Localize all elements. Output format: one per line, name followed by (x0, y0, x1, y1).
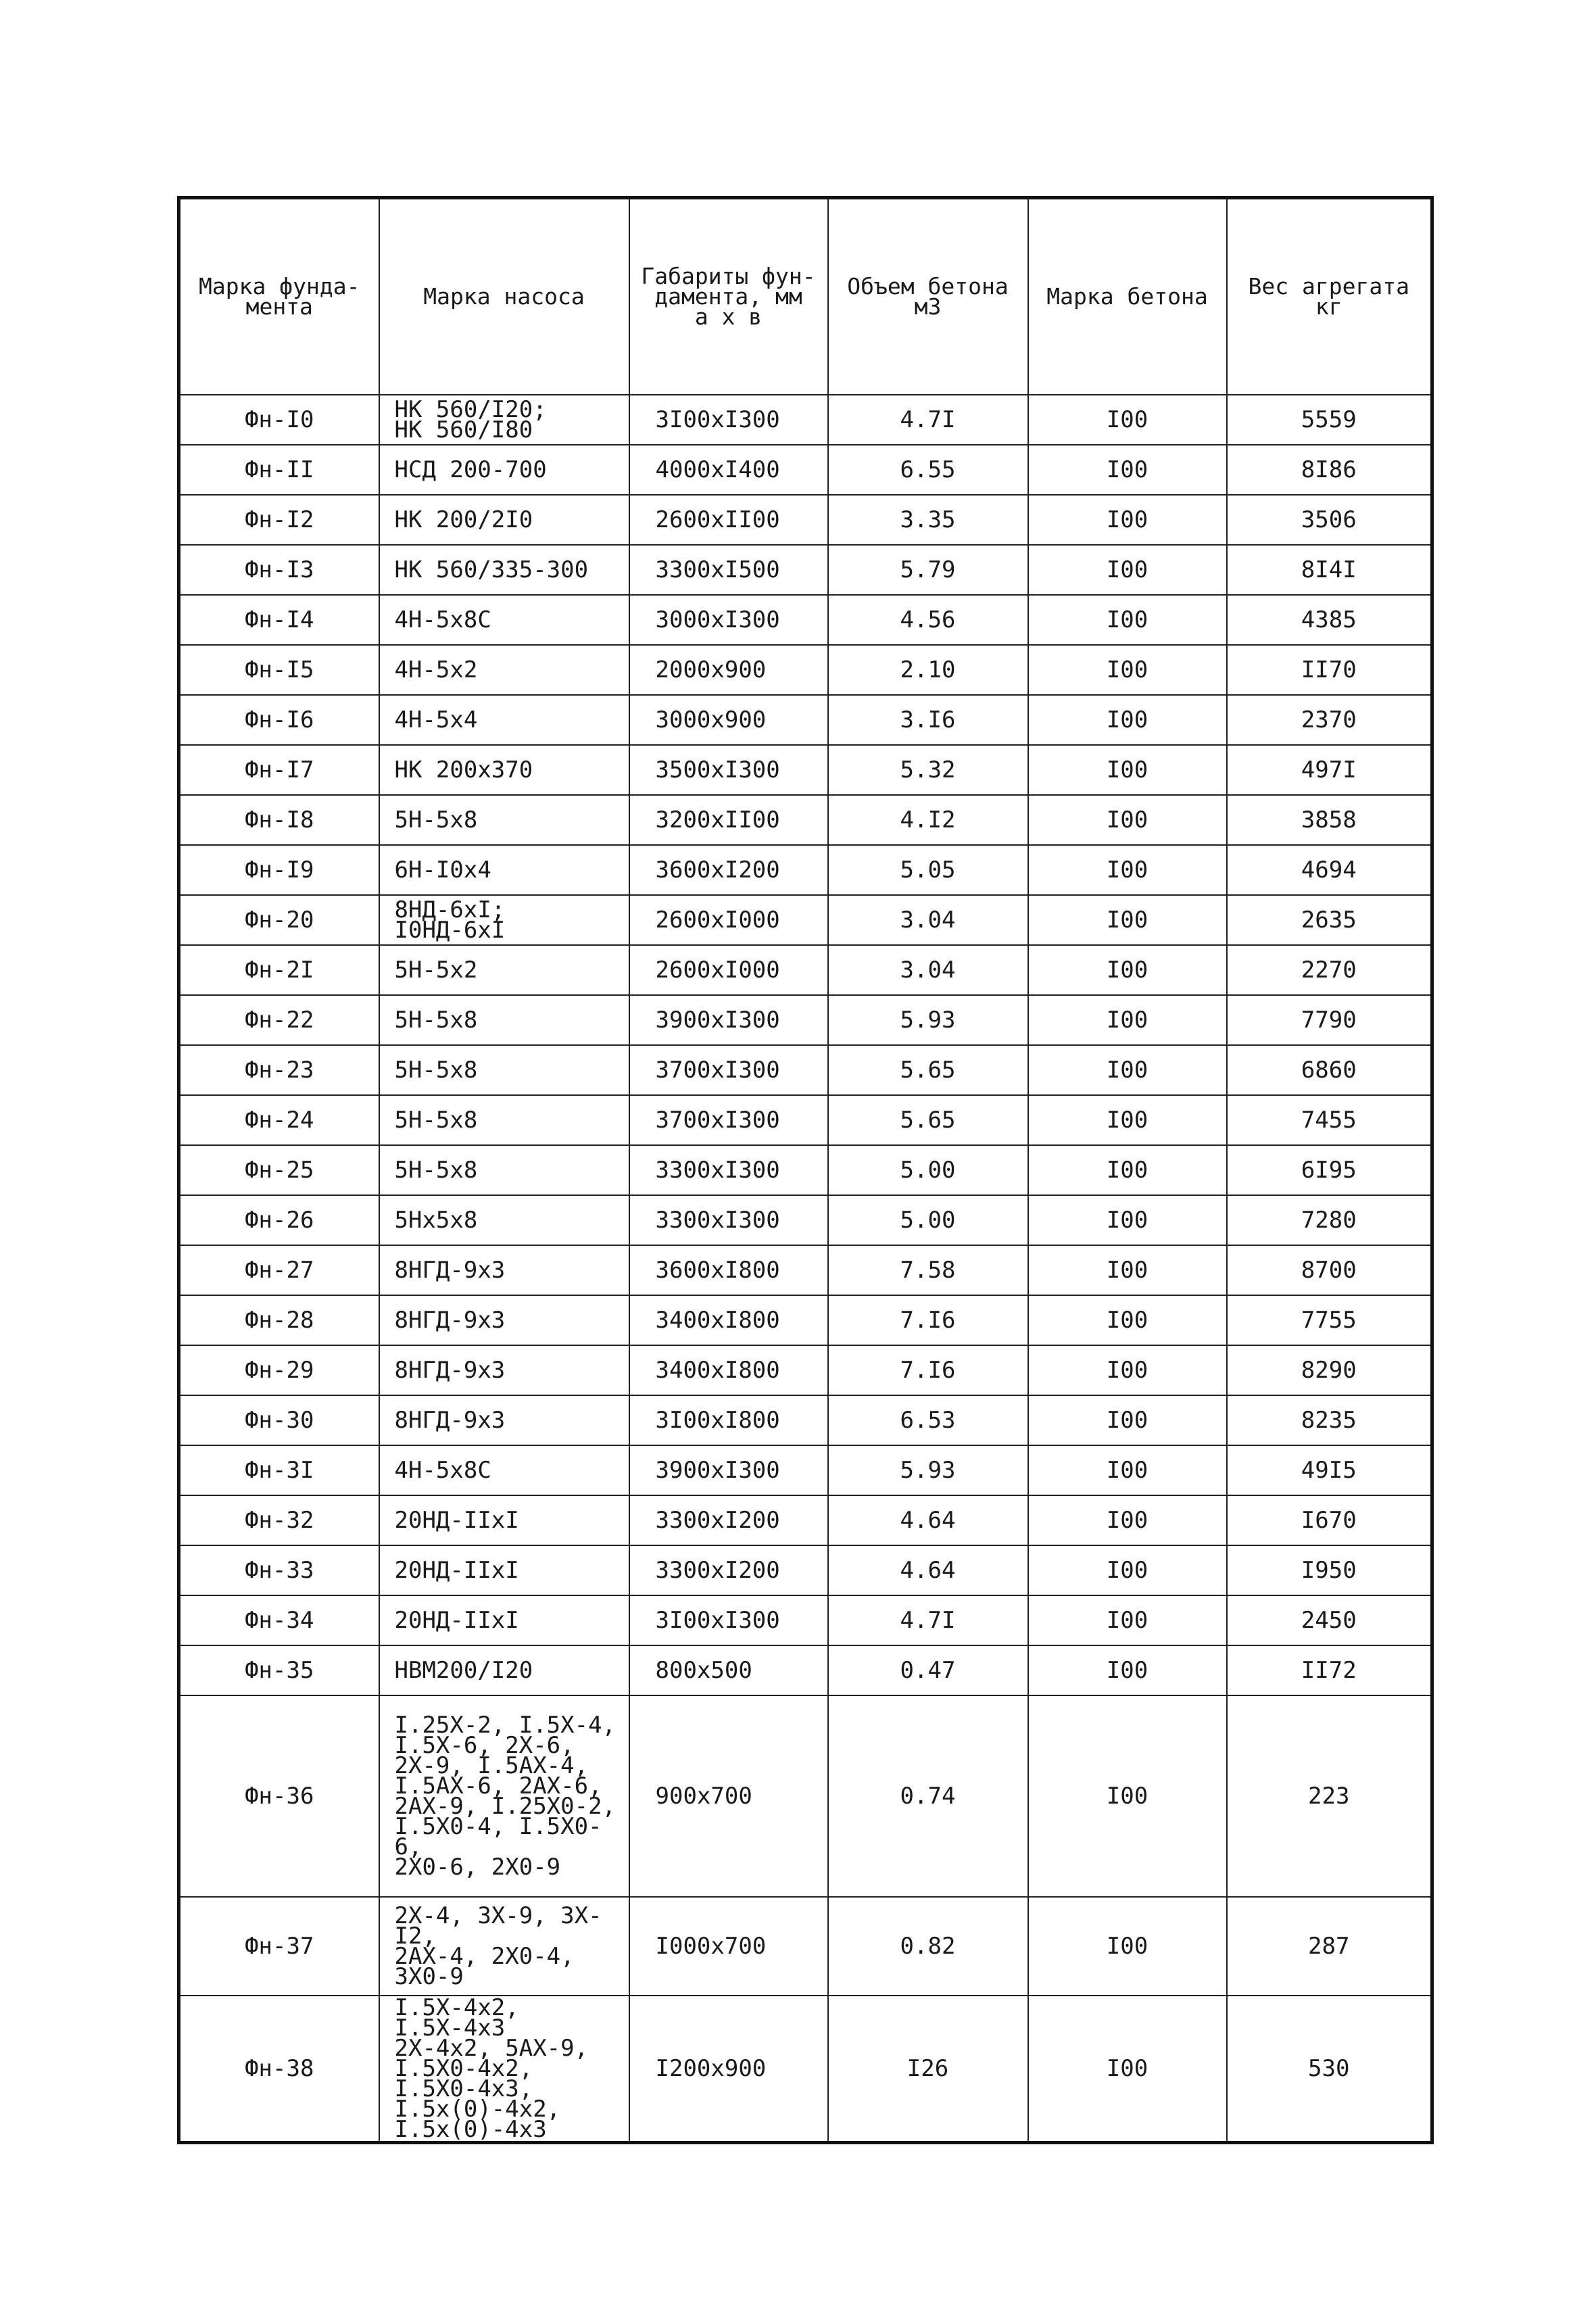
cell-concrete-grade: I00 (1028, 745, 1227, 795)
cell-concrete-volume: 5.93 (828, 1445, 1028, 1495)
cell-pump-mark: НСД 200-700 (379, 445, 629, 495)
cell-concrete-volume: 5.32 (828, 745, 1028, 795)
cell-concrete-grade: I00 (1028, 1245, 1227, 1295)
document-sheet (177, 196, 1430, 2144)
cell-dimensions: 2600xII00 (629, 495, 828, 545)
cell-concrete-grade: I00 (1028, 1897, 1227, 1996)
cell-unit-weight: 2635 (1227, 895, 1432, 945)
cell-foundation-mark: Фн-I0 (179, 395, 379, 445)
header-unit-weight: Вес агрегата кг (1227, 198, 1432, 395)
cell-concrete-grade: I00 (1028, 1495, 1227, 1545)
cell-unit-weight: 8I86 (1227, 445, 1432, 495)
cell-foundation-mark: Фн-I2 (179, 495, 379, 545)
cell-unit-weight: 5559 (1227, 395, 1432, 445)
cell-concrete-grade: I00 (1028, 445, 1227, 495)
cell-pump-mark: I.25Х-2, I.5Х-4, I.5Х-6, 2Х-6, 2Х-9, I.5АХ-4, I.5АХ-6, 2АХ-6, 2АХ-9, I.25Х0-2, I.5Х0-4, I.5Х0-6, 2Х0-6, 2Х0-9 (379, 1695, 629, 1897)
cell-unit-weight: 8I4I (1227, 545, 1432, 595)
cell-pump-mark: НК 560/I20; НК 560/I80 (379, 395, 629, 445)
cell-concrete-volume: 5.00 (828, 1145, 1028, 1195)
cell-unit-weight: 6860 (1227, 1045, 1432, 1095)
cell-dimensions: 3000x900 (629, 695, 828, 745)
cell-unit-weight: 497I (1227, 745, 1432, 795)
cell-foundation-mark: Фн-20 (179, 895, 379, 945)
cell-concrete-grade: I00 (1028, 895, 1227, 945)
table-row (179, 1195, 1432, 1245)
table-body (179, 395, 1432, 2143)
cell-foundation-mark: Фн-I4 (179, 595, 379, 645)
cell-pump-mark: 8НД-6хI; I0НД-6хI (379, 895, 629, 945)
table-row (179, 1295, 1432, 1345)
cell-pump-mark: 4Н-5х4 (379, 695, 629, 745)
cell-concrete-grade: I00 (1028, 1145, 1227, 1195)
cell-dimensions: 3I00xI800 (629, 1395, 828, 1445)
cell-concrete-volume: 2.10 (828, 645, 1028, 695)
foundation-table (177, 196, 1434, 2144)
cell-dimensions: 3300xI300 (629, 1145, 828, 1195)
cell-foundation-mark: Фн-30 (179, 1395, 379, 1445)
cell-foundation-mark: Фн-I6 (179, 695, 379, 745)
table-row (179, 395, 1432, 445)
cell-dimensions: 3600xI800 (629, 1245, 828, 1295)
header-concrete-grade: Марка бетона (1028, 198, 1227, 395)
cell-pump-mark: 8НГД-9х3 (379, 1295, 629, 1345)
cell-dimensions: 3300xI200 (629, 1545, 828, 1595)
cell-dimensions: 800x500 (629, 1645, 828, 1695)
cell-foundation-mark: Фн-29 (179, 1345, 379, 1395)
cell-unit-weight: 7755 (1227, 1295, 1432, 1345)
cell-concrete-volume: 4.64 (828, 1495, 1028, 1545)
cell-unit-weight: 2270 (1227, 945, 1432, 995)
cell-concrete-grade: I00 (1028, 795, 1227, 845)
cell-unit-weight: 223 (1227, 1695, 1432, 1897)
table-row (179, 495, 1432, 545)
cell-concrete-volume: 6.53 (828, 1395, 1028, 1445)
cell-foundation-mark: Фн-33 (179, 1545, 379, 1595)
cell-unit-weight: 4385 (1227, 595, 1432, 645)
cell-pump-mark: 5Н-5х2 (379, 945, 629, 995)
table-row (179, 595, 1432, 645)
cell-concrete-volume: 4.7I (828, 395, 1028, 445)
cell-foundation-mark: Фн-II (179, 445, 379, 495)
cell-foundation-mark: Фн-26 (179, 1195, 379, 1245)
cell-concrete-grade: I00 (1028, 1545, 1227, 1595)
header-pump-mark: Марка насоса (379, 198, 629, 395)
cell-dimensions: 3900xI300 (629, 995, 828, 1045)
cell-pump-mark: 5Н-5х8 (379, 1145, 629, 1195)
cell-foundation-mark: Фн-24 (179, 1095, 379, 1145)
cell-concrete-grade: I00 (1028, 545, 1227, 595)
cell-dimensions: 3300xI200 (629, 1495, 828, 1545)
table-row (179, 1345, 1432, 1395)
cell-pump-mark: НК 200/2I0 (379, 495, 629, 545)
cell-concrete-volume: 5.65 (828, 1045, 1028, 1095)
table-row (179, 895, 1432, 945)
cell-dimensions: 3400xI800 (629, 1345, 828, 1395)
table-row (179, 545, 1432, 595)
cell-pump-mark: 20НД-IIхI (379, 1495, 629, 1545)
cell-concrete-volume: 5.00 (828, 1195, 1028, 1245)
table-row (179, 1495, 1432, 1545)
cell-unit-weight: 3858 (1227, 795, 1432, 845)
cell-dimensions: 2600xI000 (629, 895, 828, 945)
cell-pump-mark: 2Х-4, 3Х-9, 3Х-I2, 2АХ-4, 2Х0-4, 3Х0-9 (379, 1897, 629, 1996)
cell-concrete-grade: I00 (1028, 1645, 1227, 1695)
table-row (179, 1095, 1432, 1145)
cell-concrete-volume: 5.93 (828, 995, 1028, 1045)
cell-concrete-grade: I00 (1028, 1045, 1227, 1095)
cell-dimensions: 3600xI200 (629, 845, 828, 895)
cell-unit-weight: 7455 (1227, 1095, 1432, 1145)
cell-pump-mark: 4Н-5х8С (379, 1445, 629, 1495)
cell-pump-mark: НК 560/335-300 (379, 545, 629, 595)
cell-dimensions: 3200xII00 (629, 795, 828, 845)
cell-foundation-mark: Фн-I7 (179, 745, 379, 795)
cell-concrete-grade: I00 (1028, 945, 1227, 995)
cell-concrete-grade: I00 (1028, 1445, 1227, 1495)
cell-dimensions: 3700xI300 (629, 1045, 828, 1095)
cell-dimensions: 4000xI400 (629, 445, 828, 495)
cell-dimensions: I200x900 (629, 1996, 828, 2143)
cell-pump-mark: 5Н-5х8 (379, 1095, 629, 1145)
cell-concrete-grade: I00 (1028, 995, 1227, 1045)
cell-foundation-mark: Фн-34 (179, 1595, 379, 1645)
cell-concrete-grade: I00 (1028, 1695, 1227, 1897)
cell-pump-mark: 8НГД-9х3 (379, 1245, 629, 1295)
cell-dimensions: 900x700 (629, 1695, 828, 1897)
cell-concrete-volume: 4.I2 (828, 795, 1028, 845)
cell-concrete-volume: 5.05 (828, 845, 1028, 895)
table-row (179, 1245, 1432, 1295)
cell-concrete-volume: 7.I6 (828, 1345, 1028, 1395)
cell-unit-weight: 8235 (1227, 1395, 1432, 1445)
cell-foundation-mark: Фн-23 (179, 1045, 379, 1095)
cell-unit-weight: 8700 (1227, 1245, 1432, 1295)
cell-dimensions: 2600xI000 (629, 945, 828, 995)
cell-dimensions: 3I00xI300 (629, 395, 828, 445)
cell-concrete-volume: 0.74 (828, 1695, 1028, 1897)
cell-dimensions: 3400xI800 (629, 1295, 828, 1345)
cell-foundation-mark: Фн-28 (179, 1295, 379, 1345)
cell-concrete-volume: 0.47 (828, 1645, 1028, 1695)
cell-unit-weight: 8290 (1227, 1345, 1432, 1395)
cell-foundation-mark: Фн-I5 (179, 645, 379, 695)
table-row (179, 795, 1432, 845)
cell-foundation-mark: Фн-2I (179, 945, 379, 995)
table-row (179, 645, 1432, 695)
cell-concrete-grade: I00 (1028, 695, 1227, 745)
table-row (179, 1595, 1432, 1645)
cell-foundation-mark: Фн-3I (179, 1445, 379, 1495)
cell-pump-mark: 5Н-5х8 (379, 1045, 629, 1095)
cell-unit-weight: 287 (1227, 1897, 1432, 1996)
table-row (179, 1395, 1432, 1445)
cell-concrete-volume: 3.I6 (828, 695, 1028, 745)
header-dimensions: Габариты фун- дамента, мм а х в (629, 198, 828, 395)
cell-concrete-volume: 3.04 (828, 895, 1028, 945)
table-row (179, 1996, 1432, 2143)
cell-concrete-volume: I26 (828, 1996, 1028, 2143)
cell-dimensions: 3300xI300 (629, 1195, 828, 1245)
cell-unit-weight: 7280 (1227, 1195, 1432, 1245)
cell-unit-weight: 2370 (1227, 695, 1432, 745)
table-row (179, 1645, 1432, 1695)
cell-unit-weight: 2450 (1227, 1595, 1432, 1645)
cell-foundation-mark: Фн-I9 (179, 845, 379, 895)
table-row (179, 1695, 1432, 1897)
cell-dimensions: 3900xI300 (629, 1445, 828, 1495)
cell-concrete-grade: I00 (1028, 495, 1227, 545)
cell-unit-weight: II72 (1227, 1645, 1432, 1695)
cell-dimensions: 3I00xI300 (629, 1595, 828, 1645)
cell-foundation-mark: Фн-27 (179, 1245, 379, 1295)
cell-pump-mark: НК 200х370 (379, 745, 629, 795)
cell-dimensions: I000x700 (629, 1897, 828, 1996)
cell-concrete-volume: 0.82 (828, 1897, 1028, 1996)
cell-concrete-grade: I00 (1028, 845, 1227, 895)
cell-concrete-volume: 6.55 (828, 445, 1028, 495)
table-row (179, 1445, 1432, 1495)
table-row (179, 1897, 1432, 1996)
cell-dimensions: 2000x900 (629, 645, 828, 695)
table-row (179, 695, 1432, 745)
header-row (179, 198, 1432, 395)
cell-unit-weight: 530 (1227, 1996, 1432, 2143)
cell-unit-weight: 3506 (1227, 495, 1432, 545)
cell-pump-mark: НВМ200/I20 (379, 1645, 629, 1695)
cell-foundation-mark: Фн-37 (179, 1897, 379, 1996)
table-row (179, 745, 1432, 795)
cell-concrete-grade: I00 (1028, 1595, 1227, 1645)
cell-pump-mark: 8НГД-9х3 (379, 1345, 629, 1395)
cell-concrete-volume: 4.7I (828, 1595, 1028, 1645)
cell-concrete-grade: I00 (1028, 1195, 1227, 1245)
cell-foundation-mark: Фн-25 (179, 1145, 379, 1195)
cell-concrete-volume: 5.65 (828, 1095, 1028, 1145)
cell-concrete-volume: 3.04 (828, 945, 1028, 995)
cell-concrete-volume: 7.58 (828, 1245, 1028, 1295)
cell-unit-weight: 4694 (1227, 845, 1432, 895)
cell-foundation-mark: Фн-35 (179, 1645, 379, 1695)
cell-pump-mark: 4Н-5х8С (379, 595, 629, 645)
cell-unit-weight: I670 (1227, 1495, 1432, 1545)
cell-concrete-grade: I00 (1028, 1345, 1227, 1395)
cell-concrete-volume: 4.64 (828, 1545, 1028, 1595)
cell-unit-weight: 6I95 (1227, 1145, 1432, 1195)
cell-pump-mark: I.5Х-4х2, I.5Х-4х3 2Х-4х2, 5АХ-9, I.5Х0-4х2, I.5Х0-4х3, I.5х(0)-4х2, I.5х(0)-4х3 (379, 1996, 629, 2143)
cell-dimensions: 3500xI300 (629, 745, 828, 795)
cell-pump-mark: 5Нх5х8 (379, 1195, 629, 1245)
table-row (179, 1045, 1432, 1095)
cell-dimensions: 3300xI500 (629, 545, 828, 595)
header-concrete-volume: Объем бетона м3 (828, 198, 1028, 395)
table-header (179, 198, 1432, 395)
cell-dimensions: 3700xI300 (629, 1095, 828, 1145)
cell-foundation-mark: Фн-38 (179, 1996, 379, 2143)
cell-concrete-grade: I00 (1028, 1095, 1227, 1145)
cell-concrete-volume: 3.35 (828, 495, 1028, 545)
cell-foundation-mark: Фн-I3 (179, 545, 379, 595)
cell-foundation-mark: Фн-I8 (179, 795, 379, 845)
cell-pump-mark: 8НГД-9х3 (379, 1395, 629, 1445)
table-row (179, 1145, 1432, 1195)
table-row (179, 845, 1432, 895)
table-row (179, 445, 1432, 495)
cell-concrete-grade: I00 (1028, 1996, 1227, 2143)
cell-foundation-mark: Фн-22 (179, 995, 379, 1045)
cell-concrete-grade: I00 (1028, 645, 1227, 695)
cell-concrete-volume: 5.79 (828, 545, 1028, 595)
table-row (179, 945, 1432, 995)
cell-unit-weight: I950 (1227, 1545, 1432, 1595)
cell-pump-mark: 5Н-5х8 (379, 795, 629, 845)
table-row (179, 995, 1432, 1045)
cell-foundation-mark: Фн-36 (179, 1695, 379, 1897)
cell-pump-mark: 20НД-IIхI (379, 1545, 629, 1595)
cell-concrete-volume: 4.56 (828, 595, 1028, 645)
cell-pump-mark: 4Н-5х2 (379, 645, 629, 695)
cell-unit-weight: II70 (1227, 645, 1432, 695)
header-foundation-mark: Марка фунда- мента (179, 198, 379, 395)
cell-dimensions: 3000xI300 (629, 595, 828, 645)
cell-pump-mark: 6Н-I0х4 (379, 845, 629, 895)
cell-unit-weight: 49I5 (1227, 1445, 1432, 1495)
cell-concrete-grade: I00 (1028, 1295, 1227, 1345)
cell-pump-mark: 5Н-5х8 (379, 995, 629, 1045)
cell-unit-weight: 7790 (1227, 995, 1432, 1045)
cell-foundation-mark: Фн-32 (179, 1495, 379, 1545)
cell-concrete-grade: I00 (1028, 595, 1227, 645)
cell-concrete-grade: I00 (1028, 1395, 1227, 1445)
cell-concrete-volume: 7.I6 (828, 1295, 1028, 1345)
cell-pump-mark: 20НД-IIхI (379, 1595, 629, 1645)
cell-concrete-grade: I00 (1028, 395, 1227, 445)
table-row (179, 1545, 1432, 1595)
